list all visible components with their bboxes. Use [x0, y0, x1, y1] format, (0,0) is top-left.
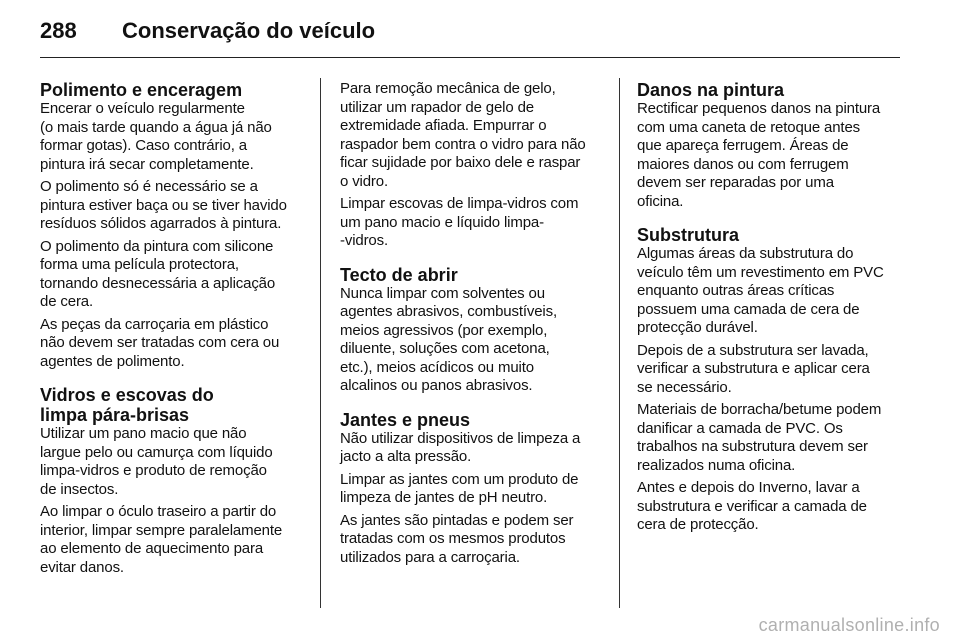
- paragraph: Depois de a substrutura ser lavada, verificar a substrutura e aplicar cera se necessário.: [637, 341, 870, 396]
- paragraph: As peças da carroçaria em plástico não devem ser tratadas com cera ou agentes de polimento.: [40, 315, 280, 370]
- paragraph: Para remoção mecânica de gelo, utilizar um rapador de gelo de extremidade afiada. Empurrar o raspador bem contra o vidro para não ficar sujidade por baixo dele e raspar o vidro.: [340, 80, 586, 190]
- paragraph: Encerar o veículo regularmente (o mais tarde quando a água já não formar gotas). Caso contrário, a pintura irá secar completamente.: [40, 100, 272, 173]
- paragraph: O polimento da pintura com silicone forma uma película protectora, tornando desnecessária a aplicação de cera.: [40, 237, 276, 310]
- page-number: 288: [40, 18, 77, 43]
- section-danos-na-pintura: [637, 80, 905, 211]
- paragraph: Não utilizar dispositivos de limpeza a jacto a alta pressão.: [340, 429, 581, 465]
- column-2: [340, 80, 605, 571]
- paragraph: Antes e depois do Inverno, lavar a substrutura e verificar a camada de cera de protecção.: [637, 479, 867, 533]
- column-1: [40, 80, 312, 581]
- column-3: [637, 80, 905, 539]
- running-title: Conservação do veículo: [122, 18, 376, 43]
- paragraph: Materiais de borracha/betume podem danificar a camada de PVC. Os trabalhos na substrutura devem ser realizados numa oficina.: [637, 401, 882, 474]
- paragraph: Limpar as jantes com um produto de limpeza de jantes de pH neutro.: [340, 470, 579, 506]
- section-heading: Danos na pintura: [637, 80, 785, 100]
- page-header: [40, 18, 375, 48]
- paragraph: As jantes são pintadas e podem ser tratadas com os mesmos produtos utilizados para a carroçaria.: [340, 511, 574, 566]
- paragraph: Nunca limpar com solventes ou agentes abrasivos, combustíveis, meios agressivos (por exemplo, diluente, soluções com acetona, etc.), meios acídicos ou muito alcalinos ou panos abrasivos.: [340, 284, 557, 394]
- paragraph: Utilizar um pano macio que não largue pelo ou camurça com líquido limpa-vidros e produto de remoção de insectos.: [40, 425, 273, 498]
- section-heading: Tecto de abrir: [340, 264, 458, 285]
- section-heading: Substrutura: [637, 225, 740, 245]
- section-heading: Vidros e escovas do limpa pára-brisas: [40, 385, 214, 425]
- paragraph: O polimento só é necessário se a pintura estiver baça ou se tiver havido resíduos sólidos agarrados à pintura.: [40, 178, 287, 232]
- section-heading: Jantes e pneus: [340, 409, 471, 430]
- section-heading: Polimento e enceragem: [40, 80, 243, 100]
- paragraph: Ao limpar o óculo traseiro a partir do interior, limpar sempre paralelamente ao elemento de aquecimento para evitar danos.: [40, 503, 283, 576]
- section-tecto-de-abrir: [340, 265, 605, 396]
- paragraph: Limpar escovas de limpa-vidros com um pano macio e líquido limpa- -vidros.: [340, 195, 579, 249]
- paragraph: Rectificar pequenos danos na pintura com uma caneta de retoque antes que apareça ferrugem. Áreas de maiores danos ou com ferrugem devem ser reparadas por uma oficina.: [637, 100, 881, 210]
- column-divider-2: [619, 78, 620, 608]
- section-vidros-continued: [340, 80, 605, 251]
- paragraph: Algumas áreas da substrutura do veículo têm um revestimento em PVC enquanto outras áreas críticas possuem uma camada de cera de protecção durável.: [637, 245, 884, 336]
- section-vidros: [40, 385, 312, 577]
- section-jantes-e-pneus: [340, 410, 605, 568]
- section-polimento: [40, 80, 312, 371]
- header-rule: [40, 57, 900, 58]
- column-divider-1: [320, 78, 321, 608]
- watermark: carmanualsonline.info: [758, 615, 940, 635]
- section-substrutura: [637, 225, 905, 535]
